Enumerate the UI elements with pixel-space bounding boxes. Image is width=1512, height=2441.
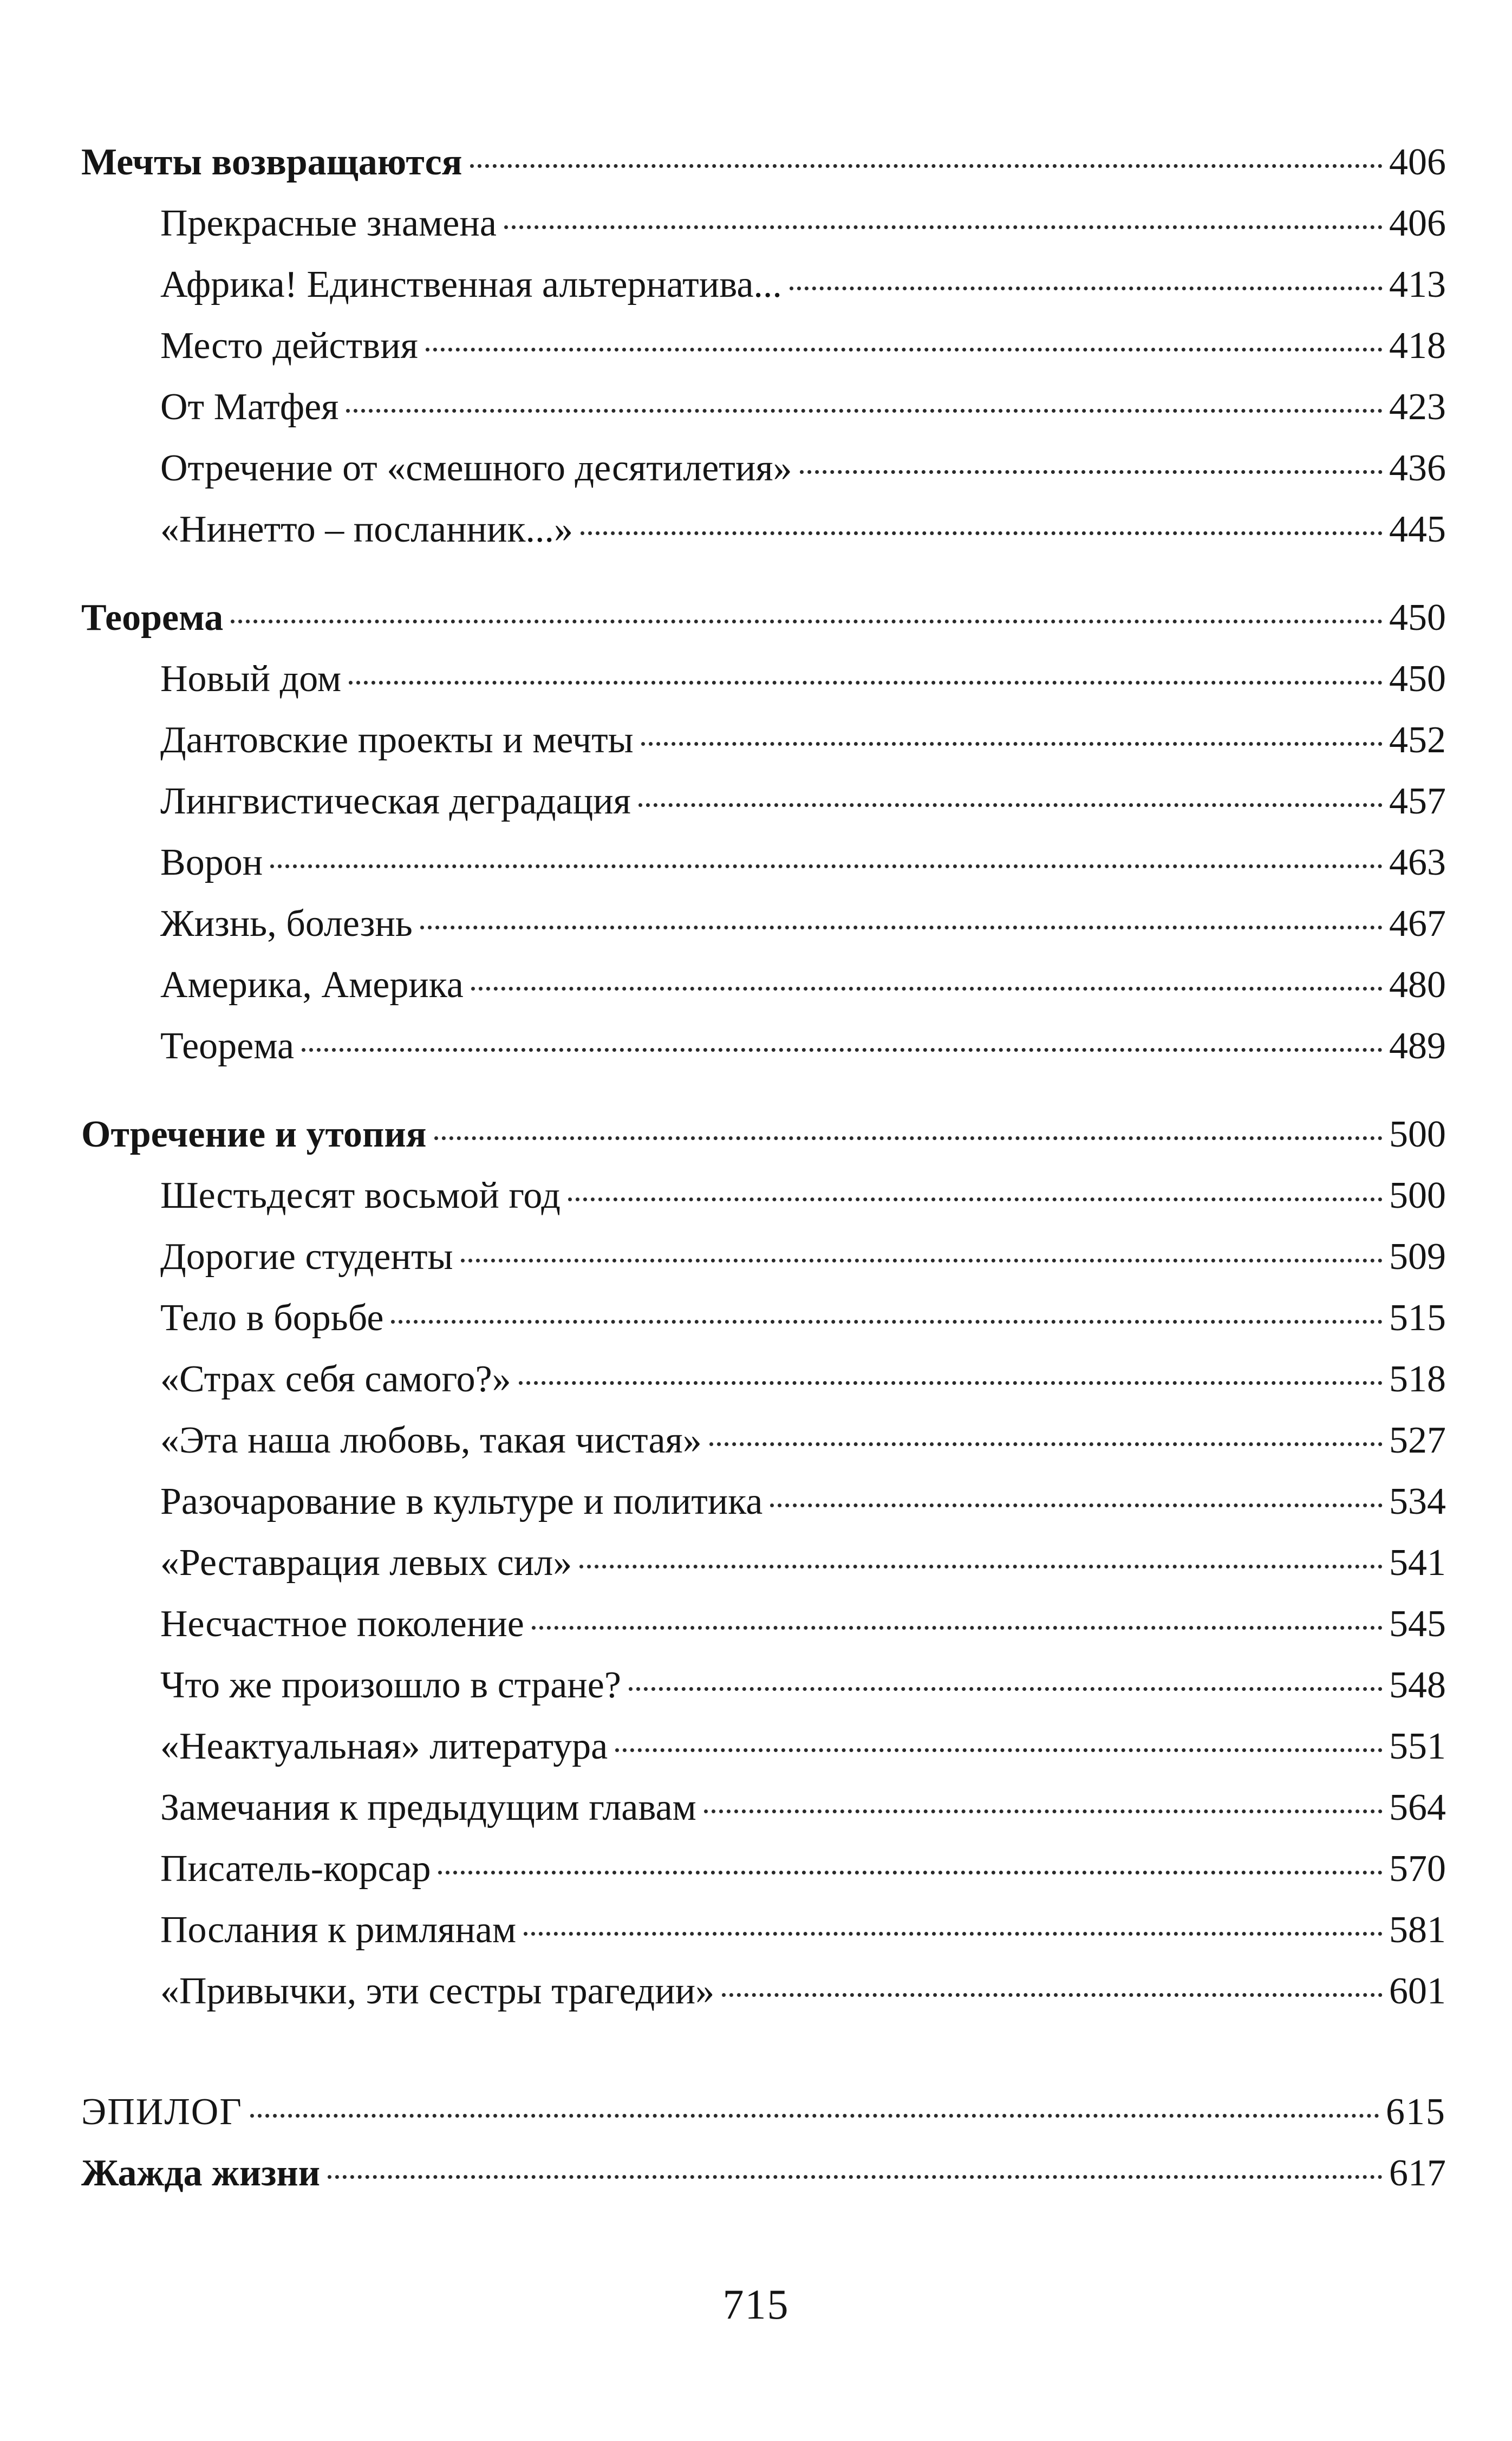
toc-section [81, 587, 1446, 1077]
entry-title: Жизнь, болезнь [160, 903, 413, 945]
dot-leader [568, 1197, 1383, 1201]
dot-leader [349, 681, 1383, 685]
toc-entry [81, 1838, 1446, 1899]
toc-entry [81, 1226, 1446, 1287]
entry-title: Новый дом [160, 658, 342, 700]
entry-title: Теорема [160, 1025, 295, 1067]
dot-leader [722, 1993, 1383, 1997]
entry-title: Африка! Единственная альтернатива... [160, 264, 782, 305]
page-number: 564 [1389, 1787, 1446, 1828]
section-title: Отречение и утопия [81, 1114, 427, 1155]
page-number: 463 [1389, 842, 1446, 883]
dot-leader [641, 742, 1383, 746]
dot-leader [704, 1809, 1383, 1813]
page-number: 615 [1386, 2091, 1446, 2133]
toc-entry [81, 193, 1446, 254]
entry-title: «Неактуальная» литература [160, 1726, 608, 1767]
toc-entry [81, 1349, 1446, 1410]
toc-section-heading [81, 132, 1446, 193]
toc-entry [81, 893, 1446, 954]
toc-entry [81, 1961, 1446, 2022]
entry-title: Прекрасные знамена [160, 203, 497, 244]
section-title: Мечты возвращаются [81, 141, 462, 183]
section-title: Теорема [81, 597, 224, 639]
entry-title: Шестьдесят восьмой год [160, 1175, 561, 1216]
dot-leader [302, 1048, 1383, 1052]
page-number: 423 [1389, 386, 1446, 428]
entry-title: Писатель-корсар [160, 1848, 431, 1890]
toc-entry [81, 1716, 1446, 1777]
entry-title: Что же произошло в стране? [160, 1664, 621, 1706]
folio-page-number: 715 [722, 2281, 790, 2328]
epilogue-title: ЭПИЛОГ [81, 2091, 243, 2133]
dot-leader [250, 2114, 1379, 2118]
toc-epilogue [81, 2081, 1446, 2143]
entry-title: Место действия [160, 325, 418, 367]
toc-entry [81, 954, 1446, 1016]
entry-title: «Эта наша любовь, такая чистая» [160, 1420, 702, 1461]
toc-section [81, 132, 1446, 560]
entry-title: Послания к римлянам [160, 1909, 517, 1951]
dot-leader [328, 2175, 1383, 2179]
table-of-contents [81, 132, 1446, 2204]
page-number: 617 [1389, 2152, 1446, 2194]
entry-title: Дорогие студенты [160, 1236, 453, 1278]
dot-leader [346, 409, 1383, 413]
entry-title: Замечания к предыдущим главам [160, 1787, 696, 1828]
toc-entry [81, 832, 1446, 893]
toc-entry [81, 648, 1446, 709]
page-number: 450 [1389, 658, 1446, 700]
toc-entry [81, 1410, 1446, 1471]
page-number: 457 [1389, 780, 1446, 822]
entry-title: «Привычки, эти сестры трагедии» [160, 1970, 715, 2012]
toc-entry [81, 1016, 1446, 1077]
toc-entry [81, 771, 1446, 832]
page-number: 534 [1389, 1481, 1446, 1522]
dot-leader [426, 348, 1383, 351]
page-number: 518 [1389, 1358, 1446, 1400]
epilogue-block [81, 2081, 1446, 2204]
toc-entry [81, 1899, 1446, 1961]
entry-title: Америка, Америка [160, 964, 464, 1006]
toc-section-heading [81, 1104, 1446, 1165]
dot-leader [524, 1932, 1383, 1936]
page-number: 445 [1389, 509, 1446, 550]
dot-leader [438, 1871, 1383, 1874]
page-number: 406 [1389, 203, 1446, 244]
dot-leader [790, 287, 1383, 290]
page-number: 500 [1389, 1175, 1446, 1216]
entry-title: «Нинетто – посланник...» [160, 509, 573, 550]
dot-leader [519, 1381, 1383, 1385]
page-number: 515 [1389, 1297, 1446, 1339]
page-number: 450 [1389, 597, 1446, 639]
page-number: 541 [1389, 1542, 1446, 1584]
dot-leader [800, 470, 1383, 474]
page-number: 436 [1389, 447, 1446, 489]
entry-title: Дантовские проекты и мечты [160, 719, 634, 761]
toc-entry [81, 1593, 1446, 1655]
page-number: 418 [1389, 325, 1446, 367]
page-number: 489 [1389, 1025, 1446, 1067]
page-number: 480 [1389, 964, 1446, 1006]
dot-leader [709, 1442, 1383, 1446]
page-number: 500 [1389, 1114, 1446, 1155]
page-number: 509 [1389, 1236, 1446, 1278]
toc-entry [81, 709, 1446, 771]
toc-entry [81, 438, 1446, 499]
dot-leader [270, 864, 1383, 868]
dot-leader [231, 620, 1383, 623]
dot-leader [391, 1320, 1383, 1324]
entry-title: Несчастное поколение [160, 1603, 524, 1645]
dot-leader [638, 803, 1383, 807]
toc-entry [81, 376, 1446, 438]
toc-final-section [81, 2143, 1446, 2204]
dot-leader [420, 926, 1383, 929]
entry-title: Разочарование в культуре и политика [160, 1481, 763, 1522]
toc-entry [81, 1471, 1446, 1532]
section-title: Жажда жизни [81, 2152, 321, 2194]
dot-leader [629, 1687, 1383, 1691]
dot-leader [615, 1748, 1383, 1752]
page-number: 551 [1389, 1726, 1446, 1767]
dot-leader [461, 1259, 1383, 1262]
dot-leader [470, 164, 1383, 168]
entry-title: От Матфея [160, 386, 339, 428]
dot-leader [579, 1565, 1383, 1568]
toc-entry [81, 1165, 1446, 1226]
page-number: 581 [1389, 1909, 1446, 1951]
page-number: 452 [1389, 719, 1446, 761]
page-number: 548 [1389, 1664, 1446, 1706]
dot-leader [434, 1136, 1383, 1140]
dot-leader [770, 1503, 1383, 1507]
page-number: 545 [1389, 1603, 1446, 1645]
toc-section [81, 1104, 1446, 2022]
entry-title: Лингвистическая деградация [160, 780, 631, 822]
page-number: 570 [1389, 1848, 1446, 1890]
toc-entry [81, 499, 1446, 560]
entry-title: «Страх себя самого?» [160, 1358, 511, 1400]
entry-title: «Реставрация левых сил» [160, 1542, 572, 1584]
entry-title: Ворон [160, 842, 263, 883]
page-number: 406 [1389, 141, 1446, 183]
entry-title: Отречение от «смешного десятилетия» [160, 447, 792, 489]
toc-entry [81, 1287, 1446, 1349]
dot-leader [532, 1626, 1383, 1630]
toc-section-heading [81, 587, 1446, 648]
toc-entry [81, 315, 1446, 376]
toc-entry [81, 1532, 1446, 1593]
dot-leader [581, 531, 1383, 535]
toc-entry [81, 254, 1446, 315]
page-number: 413 [1389, 264, 1446, 305]
page-number: 527 [1389, 1420, 1446, 1461]
page-number: 601 [1389, 1970, 1446, 2012]
toc-entry [81, 1655, 1446, 1716]
dot-leader [471, 987, 1383, 991]
page-number: 467 [1389, 903, 1446, 945]
dot-leader [504, 225, 1383, 229]
entry-title: Тело в борьбе [160, 1297, 384, 1339]
toc-entry [81, 1777, 1446, 1838]
